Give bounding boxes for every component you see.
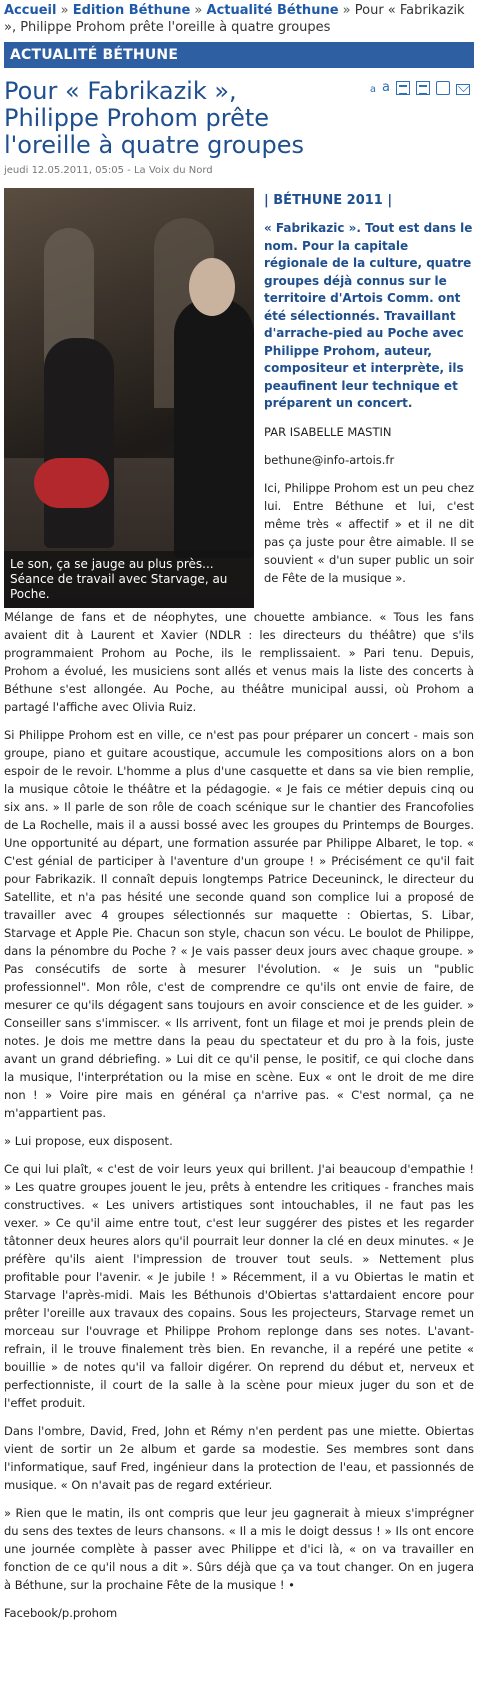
breadcrumb-separator: » xyxy=(194,3,203,18)
selection-icon[interactable] xyxy=(396,81,410,95)
article-photo[interactable] xyxy=(4,188,254,608)
photo-caption: Le son, ça se jauge au plus près... Séance de travail avec Starvage, au Poche. xyxy=(4,551,254,608)
photo-man-head xyxy=(189,258,235,316)
article-top xyxy=(4,188,474,608)
article-paragraph: Si Philippe Prohom est en ville, ce n'est pas pour préparer un concert - mais son groupe, piano et guitare acoustique, accumule les compositions alors on a bon espoir de le revoir. L'homme a plus d'une casquette et dans sa vie bien remplie, la musique côtoie le théâtre et la pédagogie. « Je fais ce métier depuis cinq ou six ans. » Il parle de son rôle de coach scénique sur le chantier des Francofolies de La Rochelle, mais il a aussi bossé avec les groupes du Printemps de Bourges. Une opportunité au départ, une formation assurée par Philippe Albaret, le top. « C'est génial de participer à l'aventure d'un groupe ! » Précisément ce qu'il fait pour Fabrikazik. Il connaît depuis longtemps Patrice Deceuninck, le directeur du Satellite, et n'a pas hésité une seconde quand son complice lui a proposé de travailler avec 4 groupes sélectionnés sur maquette : Obiertas, S. Libar, Starvage et Apple Pie. Chacun son style, chacun son vécu. Le boulot de Philippe, dans la pénombre du Poche ? « Je vais passer deux jours avec chaque groupe. » Pas consécutifs de sorte à mesurer l'évolution. « Je suis un "public professionnel". Mon rôle, c'est de comprendre ce qu'ils ont envie de faire, de mesurer ce qu'ils dégagent sans toujours en avoir conscience et de les guider. » Conseiller sans s'immiscer. « Ils arrivent, font un filage et moi je prends plein de notes. Je dois me mettre dans la peau du spectateur et du pro à la fois, juste avant un grand débriefing. » Lui dit ce qu'il pense, le positif, ce qui cloche dans la musique, l'interprétation ou la mise en scène. Eux « ont le droit de me dire non ! » Voire pire mais en général ça n'arrive pas. « C'est normal, ça ne m'appartient pas. xyxy=(4,728,474,1120)
article-lead: « Fabrikazic ». Tout est dans le nom. Pour la capitale régionale de la culture, quatre groupes déjà connus sur le territoire d'Artois Comm. ont été sélectionnés. Travaillant d'arrache-pied au Poche avec Philippe Prohom, auteur, compositeur et interprète, ils peaufinent leur technique et préparent un concert. xyxy=(264,221,473,410)
article-meta: jeudi 12.05.2011, 05:05 - La Voix du Nord xyxy=(4,165,213,176)
photo-man xyxy=(174,298,254,558)
breadcrumb xyxy=(4,0,474,36)
article-kicker: | BÉTHUNE 2011 | xyxy=(264,193,393,208)
article-paragraph: Mélange de fans et de néophytes, une chouette ambiance. « Tous les fans avaient dit à Laurent et Xavier (NDLR : les directeurs du théâtre) que s'ils programmaient Prohom au Poche, ils le remplissaient. » Pari tenu. Depuis, Prohom a évolué, les musiciens sont allés et venus mais la liste des concerts à Béthune s'est allongée. Au Poche, au théâtre municipal aussi, où Prohom a partagé l'affiche avec Olivia Ruiz. xyxy=(4,610,474,714)
mail-icon[interactable] xyxy=(456,84,470,95)
article-email: bethune@info-artois.fr xyxy=(264,452,395,467)
list-icon[interactable] xyxy=(416,81,430,95)
article-paragraph: » Rien que le matin, ils ont compris que leur jeu gagnerait à mieux s'imprégner du sens des textes de leurs chansons. « Il a mis le doigt dessus ! » Ils ont encore une journée complète à passer avec Philippe et d'ici là, « on va travailler en fonction de ce qu'il nous a dit ». Sûrs déjà que ça va tout changer. On en jugera à Béthune, sur la prochaine Fête de la musique ! • xyxy=(4,1506,474,1592)
article-body xyxy=(4,608,474,1622)
article-side-column xyxy=(254,188,474,608)
section-rubric: ACTUALITÉ BÉTHUNE xyxy=(4,42,474,68)
photo-guitarist xyxy=(44,338,114,548)
article-paragraph: Ce qui lui plaît, « c'est de voir leurs yeux qui brillent. J'ai beaucoup d'empathie ! » Les quatre groupes jouent le jeu, prêts à entendre les critiques - franches mais constructives. « Les univers artistiques sont intouchables, il ne faut pas les vexer. » Ce qu'il aime entre tout, c'est leur suggérer des pistes et les regarder tâtonner deux heures alors qu'il pourrait leur donner la clé en deux minutes. « Je préfère qu'ils aient l'impression de trouver tout seuls. » Nettement plus profitable pour l'avenir. « Je jubile ! » Récemment, il a vu Obiertas le matin et Starvage l'après-midi. Mais les Béthunois d'Obiertas s'attardaient encore pour prêter l'oreille aux travaux des copains. Sous les projecteurs, Starvage remet un morceau sur l'ouvrage et Philippe Prohom replonge dans ses notes. L'avant-refrain, il le trouve finalement très bien. En revanche, il a repéré une petite « bouillie » de notes qu'il va falloir digérer. On reprend du début et, nerveux et perfectionniste, il court de la salle à la scène pour mieux juger du son et de l'effet produit. xyxy=(4,1162,474,1410)
breadcrumb-current: Pour « Fabrikazik », Philippe Prohom prête l'oreille à quatre groupes xyxy=(4,3,465,35)
article-title: Pour « Fabrikazik », Philippe Prohom prête l'oreille à quatre groupes xyxy=(4,77,305,159)
breadcrumb-separator: » xyxy=(60,3,69,18)
article-paragraph: Dans l'ombre, David, Fred, John et Rémy n'en perdent pas une miette. Obiertas vient de sortir un 2e album et garde sa modestie. Ses membres sont dans l'informatique, sauf Fred, ingénieur dans la protection de l'eau, et passionnés de musique. « On n'avait pas de regard extérieur. xyxy=(4,1424,474,1492)
article-header xyxy=(4,78,474,159)
increase-font-button[interactable]: a xyxy=(382,80,390,95)
article-tools xyxy=(370,80,470,95)
breadcrumb-section-link[interactable]: Actualité Béthune xyxy=(206,3,339,18)
article-paragraph: » Lui propose, eux disposent. xyxy=(4,1134,173,1148)
breadcrumb-edition-link[interactable]: Edition Béthune xyxy=(72,3,191,18)
breadcrumb-separator: » xyxy=(342,3,351,18)
article-footer-note: Facebook/p.prohom xyxy=(4,1606,118,1620)
article-paragraph: Ici, Philippe Prohom est un peu chez lui. Entre Béthune et lui, c'est même très « affectif » et il ne dit pas ça juste pour être aimable. Il se souvient « d'un super public un soir de Fête de la musique ». xyxy=(264,480,474,585)
breadcrumb-home-link[interactable]: Accueil xyxy=(4,3,57,18)
decrease-font-button[interactable]: a xyxy=(369,84,377,95)
photo-guitar xyxy=(34,458,109,508)
print-icon[interactable] xyxy=(436,81,450,95)
article-byline: PAR ISABELLE MASTIN xyxy=(264,424,392,439)
